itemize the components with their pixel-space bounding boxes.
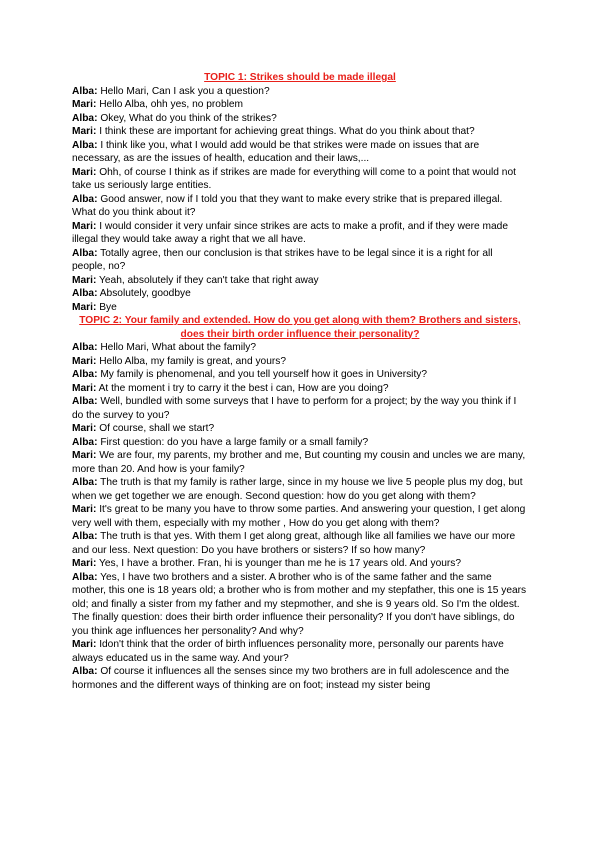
utterance-text: At the moment i try to carry it the best i can, How are you doing? xyxy=(98,382,389,394)
utterance-text: Yes, I have a brother. Fran, hi is younger than me he is 17 years old. And yours? xyxy=(99,558,462,569)
dialogue-line xyxy=(72,355,528,369)
speaker-name: Alba: xyxy=(72,666,98,677)
utterance-text: My family is phenomenal, and you tell yourself how it goes in University? xyxy=(100,369,428,380)
utterance-text: Hello Alba, my family is great, and yours? xyxy=(99,355,287,367)
speaker-name: Mari: xyxy=(72,558,97,569)
dialogue-line xyxy=(72,665,528,692)
speaker-name: Alba: xyxy=(72,85,98,97)
dialogue-line xyxy=(72,557,528,571)
utterance-text: The truth is that yes. With them I get along great, although like all families we have our more and our less. Next question: Do you have brothers or sisters? If so how many? xyxy=(72,531,516,556)
dialogue-line xyxy=(72,220,528,247)
speaker-name: Mari: xyxy=(72,504,97,515)
utterance-text: Bye xyxy=(99,301,117,313)
topic-2-dialogue xyxy=(72,341,528,692)
utterance-text: Of course it influences all the senses since my two brothers are in full adolescence and the hormones and the different ways of thinking are on foot; instead my sister being xyxy=(72,666,510,691)
speaker-name: Mari: xyxy=(72,220,97,232)
speaker-name: Alba: xyxy=(72,112,98,124)
utterance-text: I think like you, what I would add would be that strikes were made on issues that are necessary, as are the issues of health, education and their laws,... xyxy=(72,139,480,164)
dialogue-line xyxy=(72,125,528,139)
speaker-name: Mari: xyxy=(72,423,97,434)
dialogue-line xyxy=(72,436,528,450)
speaker-name: Mari: xyxy=(72,639,97,650)
dialogue-line xyxy=(72,341,528,355)
speaker-name: Mari: xyxy=(72,382,97,394)
speaker-name: Alba: xyxy=(72,247,98,259)
speaker-name: Alba: xyxy=(72,139,98,151)
dialogue-line xyxy=(72,449,528,476)
dialogue-line xyxy=(72,571,528,639)
dialogue-line xyxy=(72,139,528,166)
utterance-text: Idon't think that the order of birth influences personality more, personally our parents have always educated us in the same way. And your? xyxy=(72,639,504,664)
topic-1-dialogue xyxy=(72,85,528,315)
speaker-name: Alba: xyxy=(72,436,98,448)
utterance-text: Totally agree, then our conclusion is that strikes have to be legal since it is a right for all people, no? xyxy=(72,247,493,272)
dialogue-line xyxy=(72,503,528,530)
utterance-text: Well, bundled with some surveys that I have to perform for a project; by the way you think if I do the survey to you? xyxy=(72,396,517,421)
speaker-name: Alba: xyxy=(72,396,98,407)
speaker-name: Alba: xyxy=(72,477,98,488)
dialogue-line xyxy=(72,422,528,436)
utterance-text: Hello Mari, Can I ask you a question? xyxy=(100,85,270,97)
dialogue-line xyxy=(72,287,528,301)
utterance-text: I think these are important for achieving great things. What do you think about that? xyxy=(99,126,475,137)
utterance-text: Okey, What do you think of the strikes? xyxy=(100,112,277,124)
dialogue-line xyxy=(72,382,528,396)
speaker-name: Mari: xyxy=(72,450,97,461)
speaker-name: Mari: xyxy=(72,126,97,137)
dialogue-line xyxy=(72,638,528,665)
utterance-text: Of course, shall we start? xyxy=(99,423,215,434)
utterance-text: I would consider it very unfair since strikes are acts to make a profit, and if they were made illegal they would take away a right that we all have. xyxy=(72,220,509,245)
dialogue-line xyxy=(72,193,528,220)
dialogue-line xyxy=(72,85,528,99)
topic-2-heading: TOPIC 2: Your family and extended. How do you get along with them? Brothers and sisters, does their birth order influence their personality? xyxy=(79,315,521,340)
document-page xyxy=(72,71,528,692)
utterance-text: We are four, my parents, my brother and me, But counting my cousin and uncles we are many, more than 20. And how is your family? xyxy=(72,450,526,475)
dialogue-line xyxy=(72,166,528,193)
utterance-text: Yeah, absolutely if they can't take that right away xyxy=(99,274,319,286)
dialogue-line xyxy=(72,395,528,422)
speaker-name: Alba: xyxy=(72,288,98,299)
dialogue-line xyxy=(72,247,528,274)
utterance-text: It's great to be many you have to throw some parties. And answering your question, I get along very well with them, especially with my mother , How do you get along with them? xyxy=(72,504,526,529)
utterance-text: Hello Alba, ohh yes, no problem xyxy=(99,99,244,110)
topic-1-heading: TOPIC 1: Strikes should be made illegal xyxy=(204,72,396,83)
utterance-text: First question: do you have a large family or a small family? xyxy=(100,436,369,448)
utterance-text: Absolutely, goodbye xyxy=(99,288,191,299)
speaker-name: Mari: xyxy=(72,355,97,367)
speaker-name: Alba: xyxy=(72,193,98,205)
dialogue-line xyxy=(72,98,528,112)
speaker-name: Alba: xyxy=(72,369,98,380)
speaker-name: Mari: xyxy=(72,274,97,286)
dialogue-line xyxy=(72,530,528,557)
dialogue-line xyxy=(72,476,528,503)
speaker-name: Mari: xyxy=(72,99,97,110)
speaker-name: Mari: xyxy=(72,301,97,313)
utterance-text: Good answer, now if I told you that they want to make every strike that is prepared illegal. What do you think about it? xyxy=(72,193,503,218)
speaker-name: Alba: xyxy=(72,571,98,583)
utterance-text: Hello Mari, What about the family? xyxy=(100,342,257,353)
utterance-text: Yes, I have two brothers and a sister. A brother who is of the same father and the same mother, this one is 18 years old; a brother who is from mother and my stepfather, this one is 15 years old; and finally a sister from my father and my stepmother, and she is 9 years old. So I'm the oldest. The finally question: does their birth order influence their personality? If you don't have siblings, do you think age influences her personality? And why? xyxy=(72,571,527,637)
speaker-name: Mari: xyxy=(72,166,97,178)
utterance-text: The truth is that my family is rather large, since in my house we live 5 people plus my dog, but when we get together we are enough. Second question: how do you get along with them? xyxy=(72,477,523,502)
utterance-text: Ohh, of course I think as if strikes are made for everything will come to a point that would not take us seriously large entities. xyxy=(72,166,516,191)
dialogue-line xyxy=(72,112,528,126)
dialogue-line xyxy=(72,368,528,382)
speaker-name: Alba: xyxy=(72,531,98,542)
dialogue-line xyxy=(72,274,528,288)
dialogue-line xyxy=(72,301,528,315)
speaker-name: Alba: xyxy=(72,342,98,353)
